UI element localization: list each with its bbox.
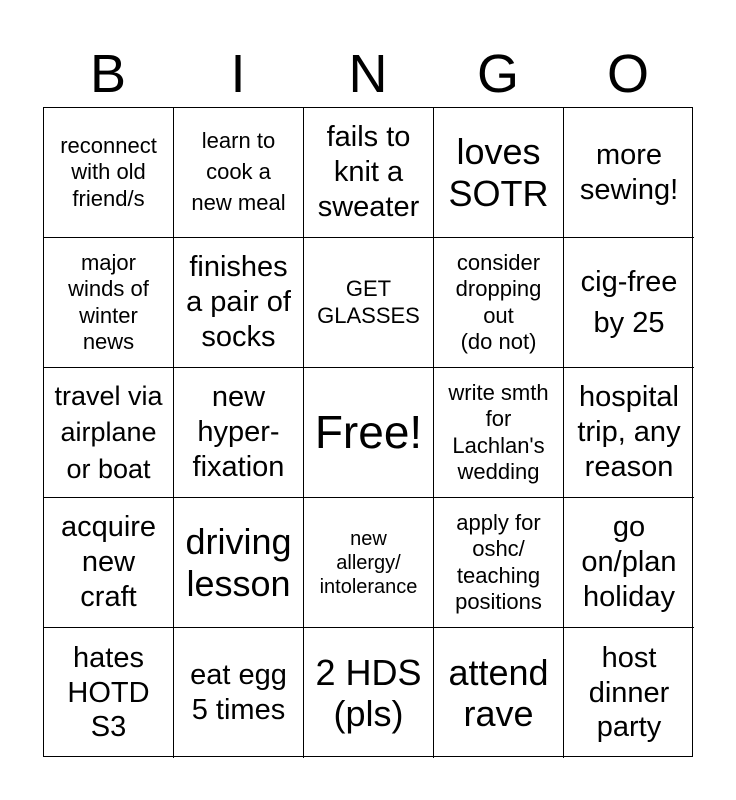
- bingo-cell[interactable]: acquire new craft: [44, 498, 174, 628]
- bingo-cell[interactable]: consider dropping out (do not): [434, 238, 564, 368]
- bingo-cell[interactable]: new allergy/ intolerance: [304, 498, 434, 628]
- bingo-cell[interactable]: new hyper- fixation: [174, 368, 304, 498]
- header-letter-n: N: [348, 44, 388, 104]
- bingo-cell[interactable]: travel via airplane or boat: [44, 368, 174, 498]
- bingo-cell[interactable]: eat egg 5 times: [174, 628, 304, 758]
- bingo-cell[interactable]: apply for oshc/ teaching positions: [434, 498, 564, 628]
- bingo-cell[interactable]: cig-free by 25: [564, 238, 694, 368]
- bingo-cell[interactable]: host dinner party: [588, 641, 670, 744]
- bingo-card: [43, 107, 693, 757]
- bingo-cell[interactable]: GET GLASSES: [304, 238, 434, 368]
- bingo-header: [43, 40, 693, 108]
- bingo-cell[interactable]: learn to cook a new meal: [174, 108, 304, 238]
- bingo-cell[interactable]: hospital trip, any reason: [564, 368, 694, 498]
- bingo-cell[interactable]: reconnect with old friend/s: [44, 108, 174, 238]
- header-letter-g: G: [476, 44, 519, 104]
- bingo-cell[interactable]: more sewing!: [564, 108, 694, 238]
- bingo-cell[interactable]: write smth for Lachlan's wedding: [434, 368, 564, 498]
- bingo-cell[interactable]: driving lesson: [174, 498, 304, 628]
- bingo-cell[interactable]: hates HOTD S3: [44, 628, 174, 758]
- header-letter-o: O: [606, 44, 649, 104]
- bingo-cell[interactable]: finishes a pair of socks: [174, 238, 304, 368]
- header-letter-i: I: [230, 44, 246, 104]
- header-letter-b: B: [89, 44, 127, 104]
- free-cell[interactable]: Free!: [304, 368, 434, 498]
- bingo-cell[interactable]: attend rave: [434, 628, 564, 758]
- bingo-cell[interactable]: loves SOTR: [434, 108, 564, 238]
- bingo-cell[interactable]: major winds of winter news: [44, 238, 174, 368]
- bingo-cell[interactable]: go on/plan holiday: [564, 498, 694, 628]
- bingo-cell[interactable]: 2 HDS (pls): [304, 628, 434, 758]
- bingo-cell[interactable]: fails to knit a sweater: [304, 108, 434, 238]
